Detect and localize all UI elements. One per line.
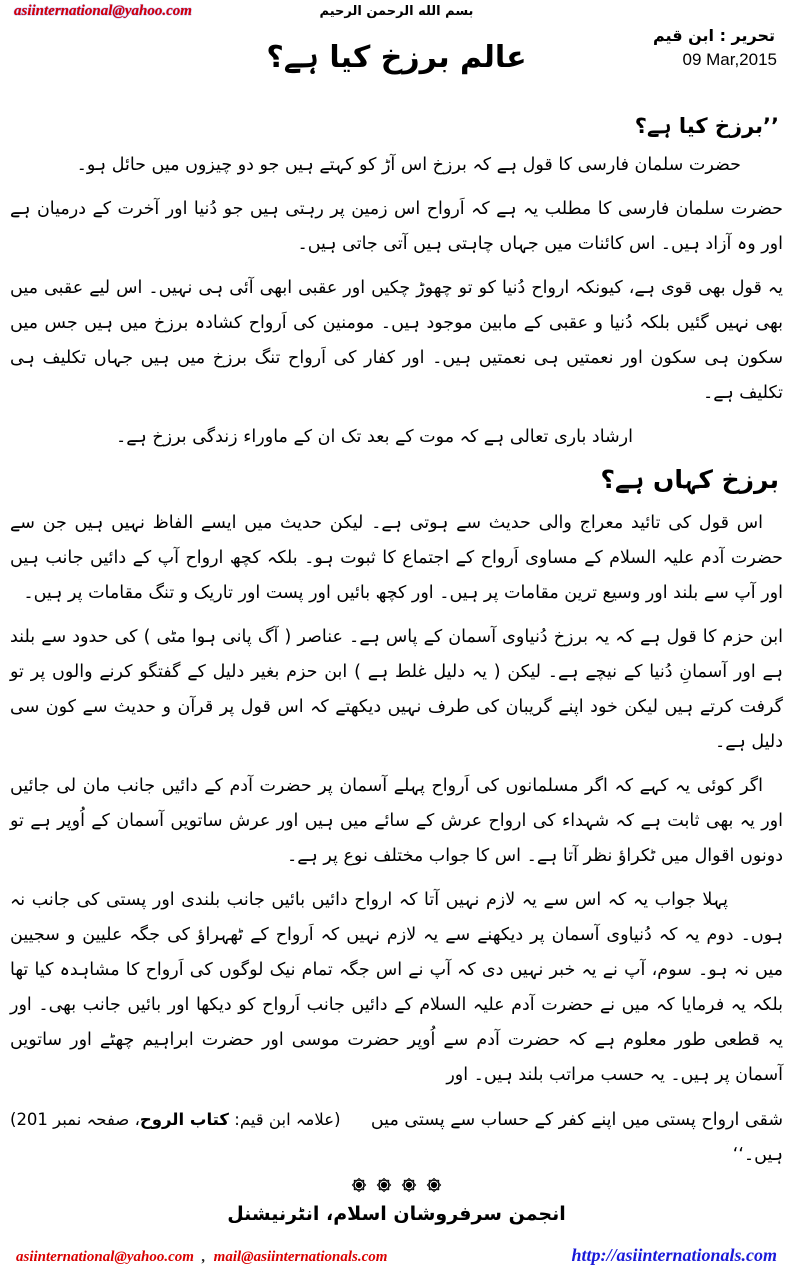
eight-point-star-icon: [351, 1177, 367, 1193]
closing-quote-text: شقی ارواح پستی میں اپنے کفر کے حساب سے پستی میں ہیں۔‘‘: [370, 1110, 783, 1165]
citation-book-title: کتاب الروح: [139, 1110, 230, 1129]
paragraph: یہ قول بھی قوی ہے، کیونکہ ارواح دُنیا کو تو چھوڑ چکیں اور عقبی ابھی آئی ہی نہیں۔ اس لیے عقبی میں بھی نہیں گئیں بلکہ دُنیا و عقبی کے مابین موجود ہیں۔ مومنین کی اَرواح کشادہ برزخ میں ہیں جس میں سکون ہی سکون اور نعمتیں ہی نعمتیں ہیں۔ اور کفار کی اَرواح تنگ برزخ میں ہیں جہاں تکلیف ہی تکلیف ہے۔: [10, 278, 783, 403]
footer-email1-link[interactable]: asiinternational@yahoo.com: [16, 1249, 194, 1265]
paragraph: اس قول کی تائید معراج والی حدیث سے ہوتی ہے۔ لیکن حدیث میں ایسے الفاظ نہیں ہیں جن سے حضرت آدم علیہ السلام کے مساوی اَرواح کے اجتماع کا ثبوت ہو۔ بلکہ کچھ ارواح آپ کے دائیں جانب ہیں اور آپ سے بلند اور وسیع ترین مقامات پر ہیں۔ اور کچھ بائیں اور پست اور تاریک و تنگ مقامات پر ہیں۔: [10, 513, 783, 603]
eight-point-star-icon: [401, 1177, 417, 1193]
citation-page-number: ، صفحہ نمبر 201): [10, 1110, 140, 1129]
section-heading-what-is-barzakh: ’’برزخ کیا ہے؟: [634, 114, 779, 138]
email-separator: ,: [201, 1249, 206, 1265]
footer-emails: [16, 1249, 387, 1266]
closing-line: [10, 1102, 783, 1173]
citation-author: (علامہ ابن قیم:: [229, 1110, 341, 1129]
header-email-link[interactable]: asiinternational@yahoo.com: [14, 3, 192, 19]
eight-point-star-icon: [426, 1177, 442, 1193]
date-text: 09 Mar,2015: [682, 50, 777, 69]
footer-contact-row: [0, 1245, 793, 1266]
paragraph: ارشاد باری تعالی ہے کہ موت کے بعد تک ان کے ماوراء زندگی برزخ ہے۔: [116, 427, 633, 447]
paragraph: حضرت سلمان فارسی کا مطلب یہ ہے کہ اَرواح اس زمین پر رہتی ہیں جو دُنیا اور آخرت کے درمیان ہے اور وہ آزاد ہیں۔ اس کائنات میں جہاں چاہتی ہیں آتی جاتی ہیں۔: [10, 199, 783, 254]
page-title: عالم برزخ کیا ہے؟: [266, 40, 527, 75]
article-body: [0, 108, 793, 1177]
page-footer: [0, 1177, 793, 1282]
paragraph: حضرت سلمان فارسی کا قول ہے کہ برزخ اس آڑ کو کہتے ہیں جو دو چیزوں میں حائل ہو۔: [76, 155, 741, 175]
ornament-row: [0, 1177, 793, 1193]
author-line: تحریر : ابن قیم: [652, 26, 775, 45]
paragraph: ابن حزم کا قول ہے کہ یہ برزخ دُنیاوی آسمان کے پاس ہے۔ عناصر ( آگ پانی ہوا مٹی ) کی حدود سے بلند ہے اور آسمانِ دُنیا کے نیچے ہے۔ لیکن ( یہ دلیل غلط ہے ) ابن حزم بغیر دلیل کے گفتگو کرنے والوں پر تو گرفت کرتے ہیں لیکن خود اپنے گریبان کی طرف نہیں دیکھتے کہ اس قول پر قرآن و حدیث سے کون سی دلیل ہے۔: [10, 627, 783, 752]
website-link[interactable]: http://asiinternationals.com: [571, 1245, 777, 1265]
section-heading-where-is-barzakh: برزخ کہاں ہے؟: [600, 465, 779, 494]
book-citation: [10, 1102, 341, 1137]
organization-name: انجمن سرفروشان اسلام، انٹرنیشنل: [227, 1203, 566, 1225]
eight-point-star-icon: [376, 1177, 392, 1193]
page-header: [0, 0, 793, 108]
paragraph: پہلا جواب یہ کہ اس سے یہ لازم نہیں آتا کہ ارواح دائیں بائیں جانب بلندی اور پستی کی جانب نہ ہوں۔ دوم یہ کہ دُنیاوی آسمان پر دیکھنے سے یہ لازم نہیں کہ اَرواح کے ٹھہراؤ کی جگہ علیین و سجیین میں نہ ہو۔ سوم، آپ نے یہ خبر نہیں دی کہ آپ نے اس جگہ تمام نیک لوگوں کی اَرواح کا مشاہدہ کیا تھا بلکہ یہ فرمایا کہ میں نے حضرت آدم علیہ السلام کے دائیں جانب اَرواح کو دیکھا اور بائیں جانب بھی۔ اور یہ قطعی طور معلوم ہے کہ حضرت آدم سے اُوپر حضرت موسی اور حضرت ابراہیم چھٹے اور ساتویں آسمان پر ہیں۔ یہ حسب مراتب بلند ہیں۔ اور: [10, 890, 783, 1085]
bismillah-text: بسم الله الرحمن الرحيم: [319, 4, 474, 19]
paragraph: اگر کوئی یہ کہے کہ اگر مسلمانوں کی اَرواح پہلے آسمان پر حضرت آدم کے دائیں جانب مان لی جائیں اور یہ بھی ثابت ہے کہ شہداء کی ارواح عرش کے سائے میں ہیں اور عرش ساتویں آسمان کے اُوپر ہے تو دونوں اقوال میں ٹکراؤ نظر آتا ہے۔ اس کا جواب مختلف نوع پر ہے۔: [10, 776, 783, 866]
footer-email2-link[interactable]: mail@asiinternationals.com: [213, 1249, 388, 1265]
